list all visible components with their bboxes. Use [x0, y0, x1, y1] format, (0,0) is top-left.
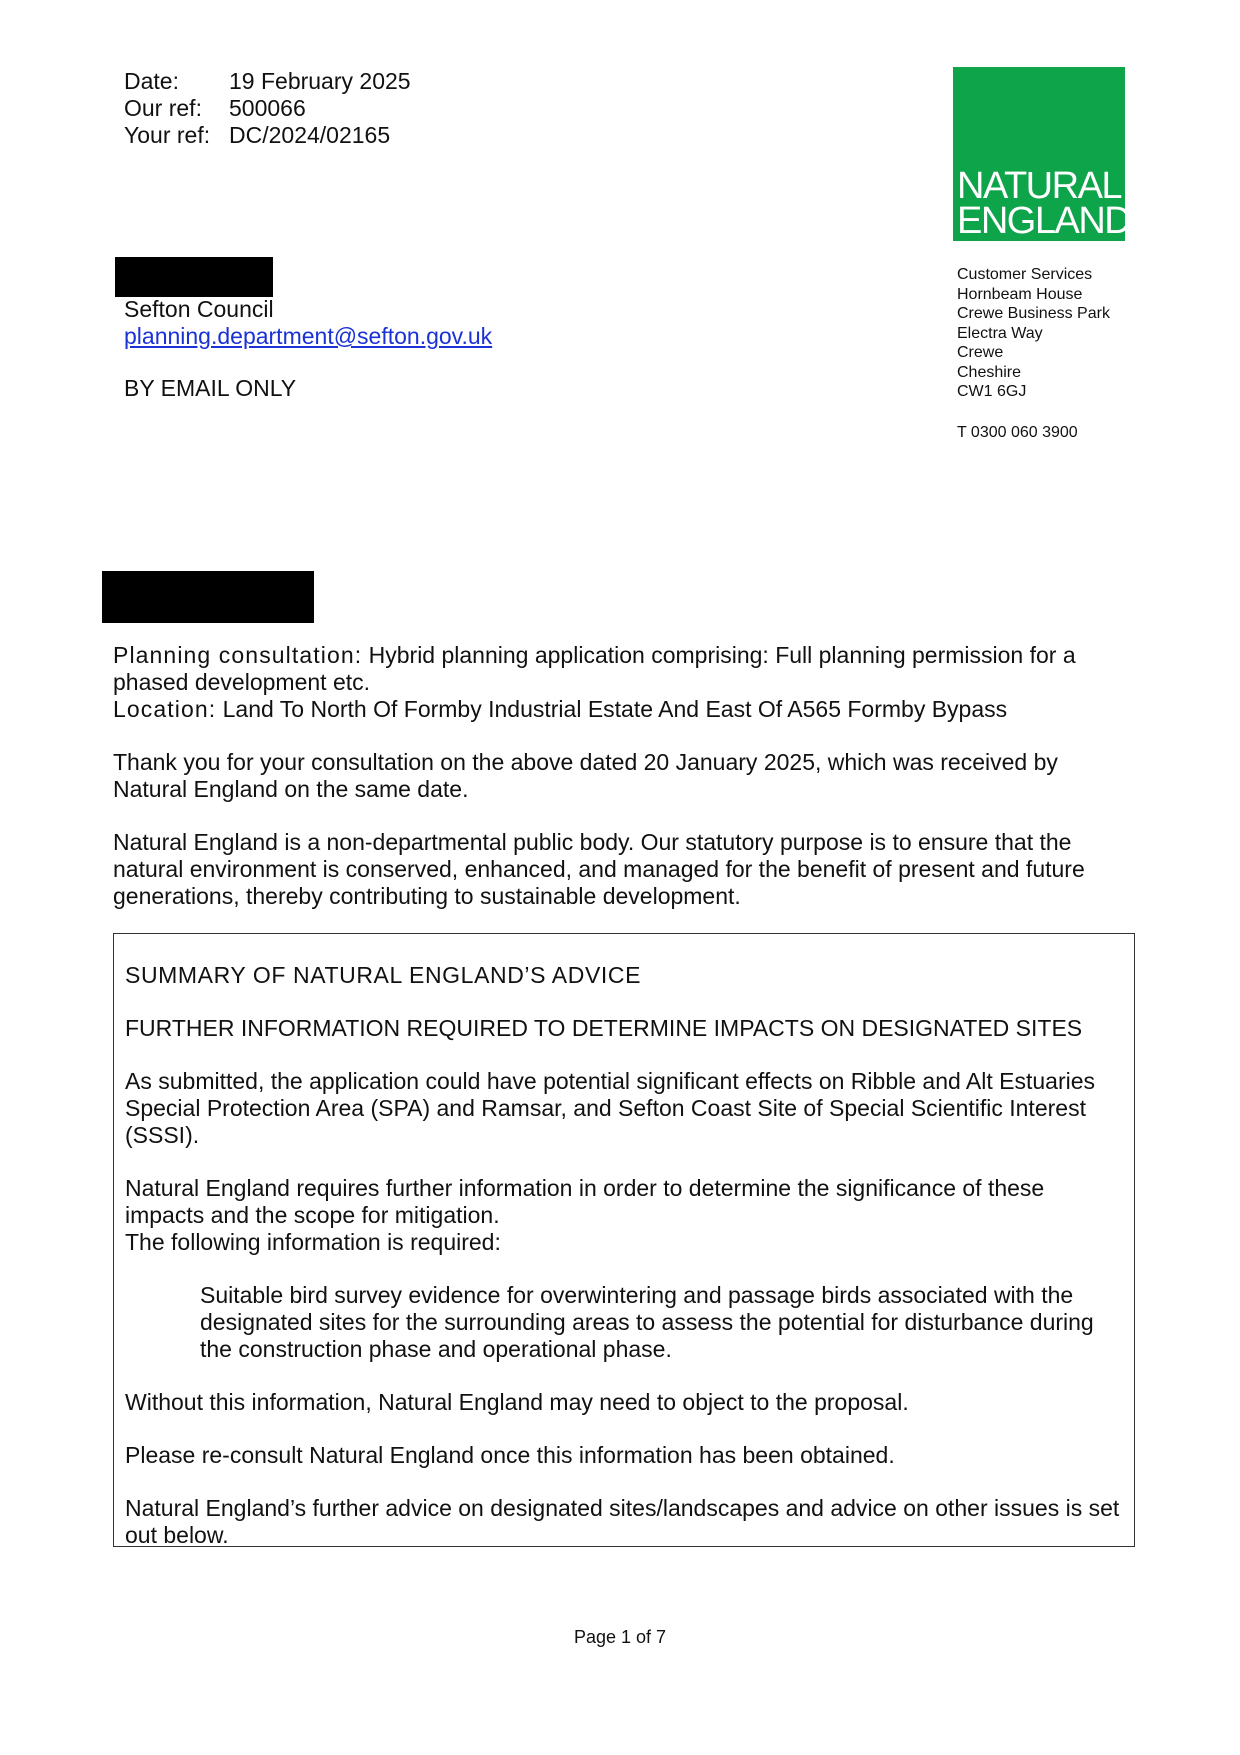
- recipient-block: [124, 296, 492, 402]
- summary-subtitle: FURTHER INFORMATION REQUIRED TO DETERMINE IMPACTS ON DESIGNATED SITES: [125, 1015, 1083, 1041]
- summary-advice-box: [113, 933, 1135, 1547]
- summary-paragraph-object: Without this information, Natural England may need to object to the proposal.: [125, 1389, 909, 1415]
- thanks-paragraph: Thank you for your consultation on the above dated 20 January 2025, which was received by Natural England on the same date.: [113, 749, 1058, 802]
- office-line: Customer Services: [957, 266, 1093, 283]
- location-text: Land To North Of Formby Industrial Estate And East Of A565 Formby Bypass: [222, 696, 1008, 722]
- planning-consultation-line: [113, 642, 1123, 696]
- consultation-details: [113, 642, 1123, 723]
- location-line: [113, 696, 1123, 723]
- office-line: CW1 6GJ: [957, 383, 1027, 400]
- page-number: Page 1 of 7: [573, 1627, 667, 1647]
- your-ref-value: DC/2024/02165: [229, 122, 391, 148]
- letter-body: [113, 642, 1123, 910]
- office-line: Cheshire: [957, 363, 1022, 381]
- office-address: [957, 265, 1110, 442]
- summary-paragraph-requirements: [125, 1175, 1125, 1256]
- summary-requirements-intro: Natural England requires further information in order to determine the significance of these impacts and the scope for mitigation.: [125, 1175, 1045, 1228]
- summary-title: SUMMARY OF NATURAL ENGLAND’S ADVICE: [125, 962, 642, 988]
- logo-line-1: NATURAL: [957, 165, 1122, 207]
- office-line: Hornbeam House: [957, 285, 1083, 303]
- office-telephone: T 0300 060 3900: [957, 423, 1078, 441]
- location-label: Location:: [113, 696, 217, 722]
- our-ref-row: [124, 95, 411, 122]
- summary-content: [125, 962, 1125, 1549]
- summary-requirements-list-intro: The following information is required:: [125, 1229, 501, 1255]
- redaction-block-recipient: [115, 257, 273, 297]
- logo-wordmark: [957, 165, 1131, 242]
- about-paragraph: Natural England is a non-departmental public body. Our statutory purpose is to ensure that the natural environment is conserved, enhanced, and managed for the benefit of present and future generations, thereby contributing to sustainable development.: [113, 829, 1085, 909]
- office-line: Crewe: [957, 344, 1004, 361]
- office-line: Electra Way: [957, 324, 1043, 342]
- planning-consultation-text: Hybrid planning application comprising: Full planning permission for a phased development etc.: [113, 642, 1076, 695]
- our-ref-label: Our ref:: [124, 95, 202, 121]
- office-line: Crewe Business Park: [957, 305, 1110, 322]
- date-row: [124, 68, 411, 95]
- date-label: Date:: [124, 68, 179, 94]
- our-ref-value: 500066: [229, 95, 306, 121]
- your-ref-label: Your ref:: [124, 122, 211, 148]
- recipient-email-link[interactable]: planning.department@sefton.gov.uk: [124, 323, 493, 349]
- logo-line-2: ENGLAND: [957, 200, 1131, 242]
- natural-england-logo: [953, 67, 1131, 242]
- summary-required-item: Suitable bird survey evidence for overwintering and passage birds associated with the designated sites for the surrounding areas to assess the potential for disturbance during the construction phase and operational phase.: [200, 1282, 1094, 1362]
- your-ref-row: [124, 122, 411, 149]
- summary-paragraph-reconsult: Please re-consult Natural England once this information has been obtained.: [125, 1442, 895, 1468]
- summary-paragraph-further-advice: Natural England’s further advice on designated sites/landscapes and advice on other issues is set out below.: [125, 1495, 1120, 1548]
- reference-block: [124, 68, 411, 149]
- redaction-block-salutation: [102, 571, 314, 623]
- date-value: 19 February 2025: [229, 68, 411, 94]
- delivery-method: BY EMAIL ONLY: [124, 375, 297, 401]
- recipient-organisation: Sefton Council: [124, 296, 274, 322]
- summary-paragraph-effects: As submitted, the application could have potential significant effects on Ribble and Alt Estuaries Special Protection Area (SPA) and Ramsar, and Sefton Coast Site of Special Scientific Interest (SSSI).: [125, 1068, 1095, 1148]
- planning-consultation-label: Planning consultation:: [113, 642, 363, 668]
